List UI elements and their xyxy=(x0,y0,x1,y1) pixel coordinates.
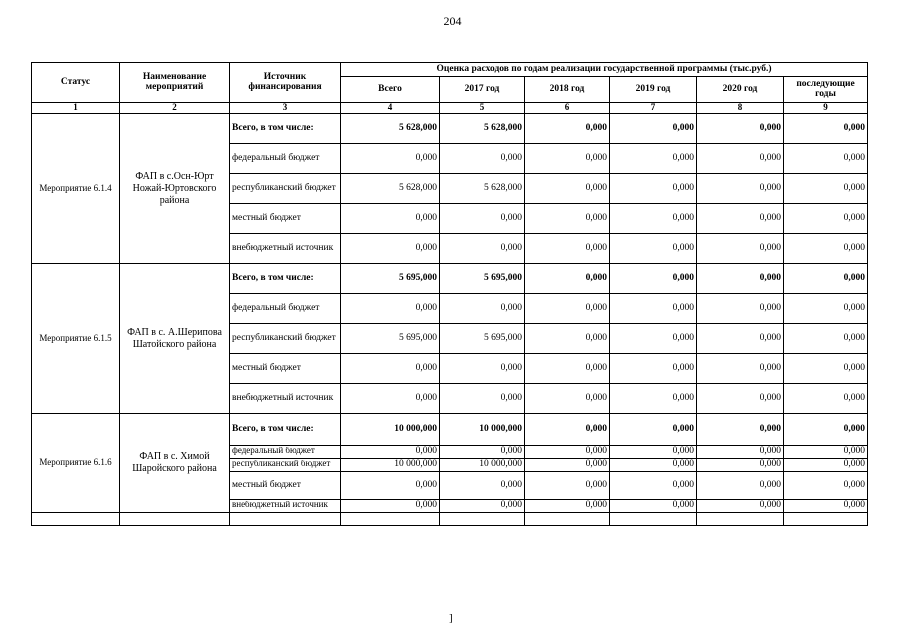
value-cell: 0,000 xyxy=(697,264,784,294)
value-cell: 0,000 xyxy=(697,384,784,414)
header-2019: 2019 год xyxy=(610,77,697,103)
source-cell: республиканский бюджет xyxy=(230,324,341,354)
value-cell: 0,000 xyxy=(784,472,868,500)
value-cell: 0,000 xyxy=(525,174,610,204)
source-cell: федеральный бюджет xyxy=(230,144,341,174)
value-cell: 0,000 xyxy=(697,144,784,174)
table-row xyxy=(32,264,868,294)
value-cell: 0,000 xyxy=(610,264,697,294)
value-cell: 0,000 xyxy=(784,204,868,234)
empty-cell xyxy=(440,513,525,526)
value-cell: 0,000 xyxy=(697,500,784,513)
value-cell: 0,000 xyxy=(440,354,525,384)
status-cell: Мероприятие 6.1.6 xyxy=(32,414,120,513)
table-row xyxy=(32,414,868,446)
value-cell: 0,000 xyxy=(784,459,868,472)
value-cell: 0,000 xyxy=(784,414,868,446)
value-cell: 0,000 xyxy=(440,500,525,513)
value-cell: 0,000 xyxy=(784,264,868,294)
index-cell: 7 xyxy=(610,103,697,114)
index-cell: 1 xyxy=(32,103,120,114)
value-cell: 0,000 xyxy=(525,264,610,294)
value-cell: 0,000 xyxy=(341,446,440,459)
value-cell: 0,000 xyxy=(784,324,868,354)
source-cell: Всего, в том числе: xyxy=(230,264,341,294)
value-cell: 5 695,000 xyxy=(341,264,440,294)
value-cell: 5 628,000 xyxy=(440,174,525,204)
index-cell: 5 xyxy=(440,103,525,114)
value-cell: 0,000 xyxy=(341,500,440,513)
value-cell: 0,000 xyxy=(341,472,440,500)
value-cell: 5 695,000 xyxy=(341,324,440,354)
index-cell: 4 xyxy=(341,103,440,114)
source-cell: местный бюджет xyxy=(230,354,341,384)
value-cell: 0,000 xyxy=(784,500,868,513)
value-cell: 0,000 xyxy=(610,354,697,384)
value-cell: 0,000 xyxy=(525,354,610,384)
empty-cell xyxy=(341,513,440,526)
value-cell: 0,000 xyxy=(341,234,440,264)
value-cell: 0,000 xyxy=(697,459,784,472)
empty-cell xyxy=(525,513,610,526)
value-cell: 0,000 xyxy=(525,294,610,324)
source-cell: Всего, в том числе: xyxy=(230,414,341,446)
value-cell: 0,000 xyxy=(610,204,697,234)
value-cell: 0,000 xyxy=(525,446,610,459)
bottom-mark: ] xyxy=(449,612,453,624)
value-cell: 0,000 xyxy=(440,294,525,324)
source-label: внебюджетный источник xyxy=(232,501,328,509)
value-cell: 0,000 xyxy=(610,414,697,446)
empty-cell xyxy=(697,513,784,526)
source-cell xyxy=(230,500,341,513)
value-cell: 0,000 xyxy=(610,174,697,204)
value-cell: 0,000 xyxy=(525,384,610,414)
index-cell: 3 xyxy=(230,103,341,114)
source-cell: Всего, в том числе: xyxy=(230,114,341,144)
value-cell: 0,000 xyxy=(525,459,610,472)
header-total: Всего xyxy=(341,77,440,103)
source-cell xyxy=(230,446,341,459)
value-cell: 0,000 xyxy=(784,114,868,144)
value-cell: 0,000 xyxy=(610,324,697,354)
index-cell: 8 xyxy=(697,103,784,114)
value-cell: 0,000 xyxy=(784,384,868,414)
value-cell: 10 000,000 xyxy=(440,459,525,472)
value-cell: 0,000 xyxy=(610,384,697,414)
value-cell: 0,000 xyxy=(784,294,868,324)
value-cell: 0,000 xyxy=(440,234,525,264)
value-cell: 0,000 xyxy=(440,472,525,500)
source-cell xyxy=(230,459,341,472)
value-cell: 0,000 xyxy=(525,414,610,446)
measure-name-cell: ФАП в с. А.Шерипова Шатойского района xyxy=(120,264,230,414)
value-cell: 10 000,000 xyxy=(440,414,525,446)
value-cell: 0,000 xyxy=(525,324,610,354)
value-cell: 5 695,000 xyxy=(440,264,525,294)
source-cell: республиканский бюджет xyxy=(230,174,341,204)
empty-row xyxy=(32,513,868,526)
value-cell: 0,000 xyxy=(610,472,697,500)
value-cell: 0,000 xyxy=(697,324,784,354)
value-cell: 0,000 xyxy=(784,446,868,459)
status-cell: Мероприятие 6.1.4 xyxy=(32,114,120,264)
source-cell: местный бюджет xyxy=(230,472,341,500)
value-cell: 0,000 xyxy=(784,234,868,264)
value-cell: 5 695,000 xyxy=(440,324,525,354)
value-cell: 0,000 xyxy=(610,114,697,144)
header-measures: Наименование мероприятий xyxy=(120,63,230,103)
value-cell: 0,000 xyxy=(697,174,784,204)
source-cell: внебюджетный источник xyxy=(230,384,341,414)
value-cell: 0,000 xyxy=(610,459,697,472)
value-cell: 0,000 xyxy=(525,234,610,264)
measure-name-cell: ФАП в с. Химой Шаройского района xyxy=(120,414,230,513)
value-cell: 0,000 xyxy=(525,204,610,234)
source-cell: внебюджетный источник xyxy=(230,234,341,264)
value-cell: 0,000 xyxy=(610,500,697,513)
empty-cell xyxy=(610,513,697,526)
index-cell: 2 xyxy=(120,103,230,114)
value-cell: 0,000 xyxy=(697,354,784,384)
value-cell: 0,000 xyxy=(341,294,440,324)
header-source: Источник финансирования xyxy=(230,63,341,103)
measure-name-cell: ФАП в с.Осн-Юрт Ножай-Юртовского района xyxy=(120,114,230,264)
value-cell: 0,000 xyxy=(610,234,697,264)
empty-cell xyxy=(32,513,120,526)
value-cell: 0,000 xyxy=(697,472,784,500)
value-cell: 0,000 xyxy=(697,234,784,264)
value-cell: 5 628,000 xyxy=(440,114,525,144)
value-cell: 0,000 xyxy=(440,144,525,174)
empty-cell xyxy=(784,513,868,526)
value-cell: 0,000 xyxy=(525,144,610,174)
value-cell: 0,000 xyxy=(341,384,440,414)
value-cell: 0,000 xyxy=(610,294,697,324)
page-number: 204 xyxy=(443,14,462,28)
header-2020: 2020 год xyxy=(697,77,784,103)
value-cell: 0,000 xyxy=(440,204,525,234)
value-cell: 5 628,000 xyxy=(341,174,440,204)
value-cell: 0,000 xyxy=(440,446,525,459)
value-cell: 0,000 xyxy=(440,384,525,414)
status-cell: Мероприятие 6.1.5 xyxy=(32,264,120,414)
value-cell: 0,000 xyxy=(525,472,610,500)
value-cell: 0,000 xyxy=(784,354,868,384)
source-label: федеральный бюджет xyxy=(232,447,315,455)
value-cell: 0,000 xyxy=(697,414,784,446)
header-2017: 2017 год xyxy=(440,77,525,103)
value-cell: 0,000 xyxy=(341,204,440,234)
source-label: республиканский бюджет xyxy=(232,460,331,468)
index-cell: 6 xyxy=(525,103,610,114)
value-cell: 0,000 xyxy=(697,446,784,459)
index-cell: 9 xyxy=(784,103,868,114)
empty-cell xyxy=(120,513,230,526)
value-cell: 0,000 xyxy=(784,174,868,204)
empty-cell xyxy=(230,513,341,526)
table-row xyxy=(32,114,868,144)
header-status: Статус xyxy=(32,63,120,103)
value-cell: 0,000 xyxy=(784,144,868,174)
value-cell: 10 000,000 xyxy=(341,459,440,472)
value-cell: 0,000 xyxy=(697,294,784,324)
budget-table xyxy=(31,62,868,526)
value-cell: 0,000 xyxy=(610,144,697,174)
header-estimate: Оценка расходов по годам реализации государственной программы (тыс.руб.) xyxy=(341,63,868,77)
value-cell: 0,000 xyxy=(341,144,440,174)
value-cell: 0,000 xyxy=(697,204,784,234)
value-cell: 0,000 xyxy=(341,354,440,384)
value-cell: 10 000,000 xyxy=(341,414,440,446)
header-2018: 2018 год xyxy=(525,77,610,103)
header-later: последующие годы xyxy=(784,77,868,103)
source-cell: местный бюджет xyxy=(230,204,341,234)
source-cell: федеральный бюджет xyxy=(230,294,341,324)
value-cell: 0,000 xyxy=(525,114,610,144)
value-cell: 0,000 xyxy=(697,114,784,144)
value-cell: 0,000 xyxy=(525,500,610,513)
value-cell: 5 628,000 xyxy=(341,114,440,144)
value-cell: 0,000 xyxy=(610,446,697,459)
